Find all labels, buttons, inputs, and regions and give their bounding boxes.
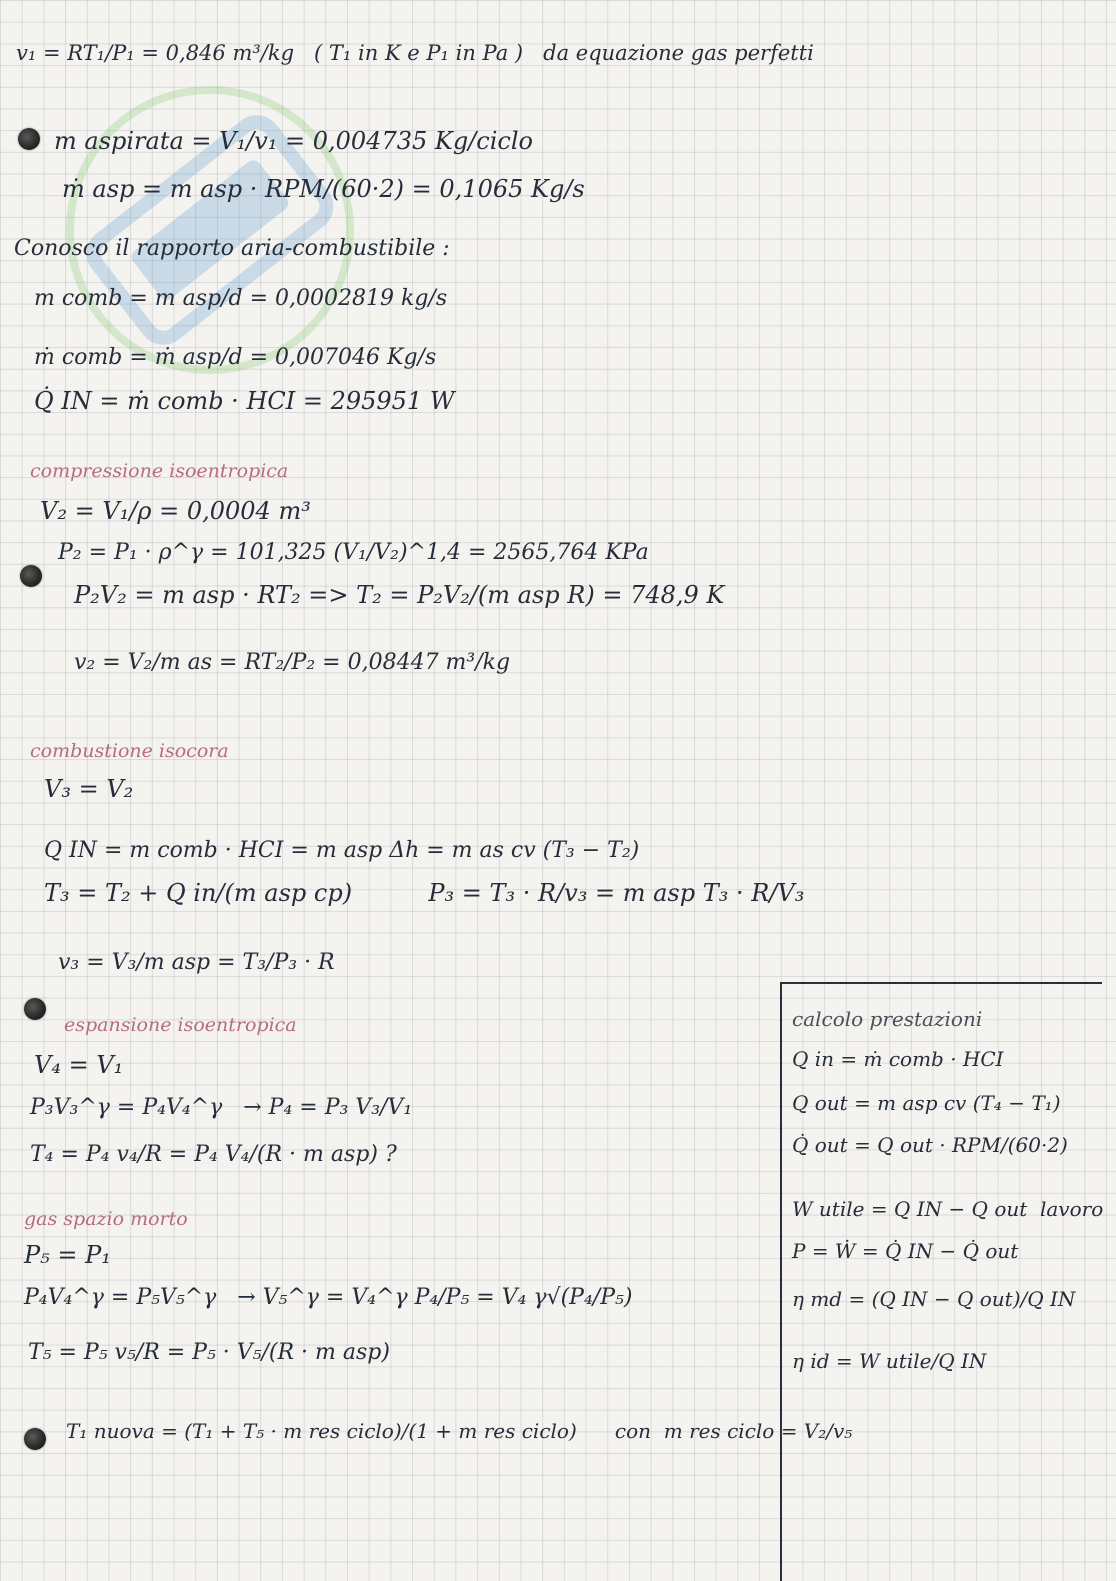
note-line-v2: V₂ = V₁/ρ = 0,0004 m³: [40, 497, 311, 525]
box-line-qin: Q in = ṁ comb · HCI: [792, 1047, 1004, 1071]
section-heading-combustion: combustione isocora: [30, 740, 229, 762]
box-heading-performance: calcolo prestazioni: [792, 1007, 983, 1031]
note-line-v5: P₄V₄^γ = P₅V₅^γ → V₅^γ = V₄^γ P₄/P₅ = V₄ γ√(P₄/P₅): [24, 1285, 633, 1310]
note-line-v2-specific: v₂ = V₂/m as = RT₂/P₂ = 0,08447 m³/kg: [74, 650, 511, 675]
note-line-p2: P₂ = P₁ · ρ^γ = 101,325 (V₁/V₂)^1,4 = 2565,764 KPa: [58, 540, 649, 565]
note-line-t1-new: T₁ nuova = (T₁ + T₅ · m res ciclo)/(1 + m res ciclo) con m res ciclo = V₂/v₅: [66, 1419, 853, 1443]
binder-hole-2: [20, 565, 42, 587]
box-line-work: W utile = Q IN − Q out lavoro: [792, 1197, 1104, 1221]
section-heading-expansion: espansione isoentropica: [64, 1014, 297, 1036]
note-line-t2: P₂V₂ = m asp · RT₂ => T₂ = P₂V₂/(m asp R) = 748,9 K: [74, 581, 725, 609]
note-line-mass-flow: ṁ asp = m asp · RPM/(60·2) = 0,1065 Kg/s: [62, 175, 585, 203]
box-line-qout-rate: Q̇ out = Q out · RPM/(60·2): [792, 1133, 1068, 1157]
note-line-v3-specific: v₃ = V₃/m asp = T₃/P₃ · R: [58, 950, 335, 975]
note-line-t4: T₄ = P₄ v₄/R = P₄ V₄/(R · m asp) ?: [30, 1142, 397, 1167]
watermark-logo: [0, 19, 421, 440]
note-line-p5: P₅ = P₁: [24, 1241, 111, 1269]
note-line-fuel-mass: m comb = m asp/d = 0,0002819 kg/s: [34, 286, 448, 311]
note-line-t3-p3: T₃ = T₂ + Q in/(m asp cp) P₃ = T₃ · R/v₃ = m asp T₃ · R/V₃: [44, 879, 805, 907]
note-line-v3: V₃ = V₂: [44, 775, 134, 803]
note-line-air-fuel-ratio: Conosco il rapporto aria-combustibile :: [14, 236, 450, 261]
binder-hole-1: [18, 128, 40, 150]
note-line-v4: V₄ = V₁: [34, 1051, 124, 1079]
note-line-specific-volume: v₁ = RT₁/P₁ = 0,846 m³/kg ( T₁ in K e P₁ in Pa ) da equazione gas perfetti: [16, 41, 814, 65]
section-heading-compression: compressione isoentropica: [30, 460, 289, 482]
box-line-efficiency-md: η md = (Q IN − Q out)/Q IN: [792, 1287, 1076, 1311]
note-line-heat-input: Q̇ IN = ṁ comb · HCI = 295951 W: [34, 387, 455, 415]
box-line-qout: Q out = m asp cv (T₄ − T₁): [792, 1091, 1061, 1115]
box-line-efficiency-id: η id = W utile/Q IN: [792, 1349, 987, 1373]
box-line-power: P = Ẇ = Q̇ IN − Q̇ out: [792, 1239, 1019, 1263]
note-line-mass-aspirated: m aspirata = V₁/v₁ = 0,004735 Kg/ciclo: [54, 127, 533, 155]
binder-hole-3: [24, 998, 46, 1020]
binder-hole-4: [24, 1428, 46, 1450]
note-line-fuel-flow: ṁ comb = ṁ asp/d = 0,007046 Kg/s: [34, 345, 437, 370]
note-line-qin-balance: Q IN = m comb · HCI = m asp Δh = m as cv (T₃ − T₂): [44, 838, 640, 863]
section-heading-dead-space-gas: gas spazio morto: [24, 1208, 188, 1230]
note-line-t5: T₅ = P₅ v₅/R = P₅ · V₅/(R · m asp): [28, 1340, 390, 1365]
note-line-p4: P₃V₃^γ = P₄V₄^γ → P₄ = P₃ V₃/V₁: [30, 1095, 413, 1120]
